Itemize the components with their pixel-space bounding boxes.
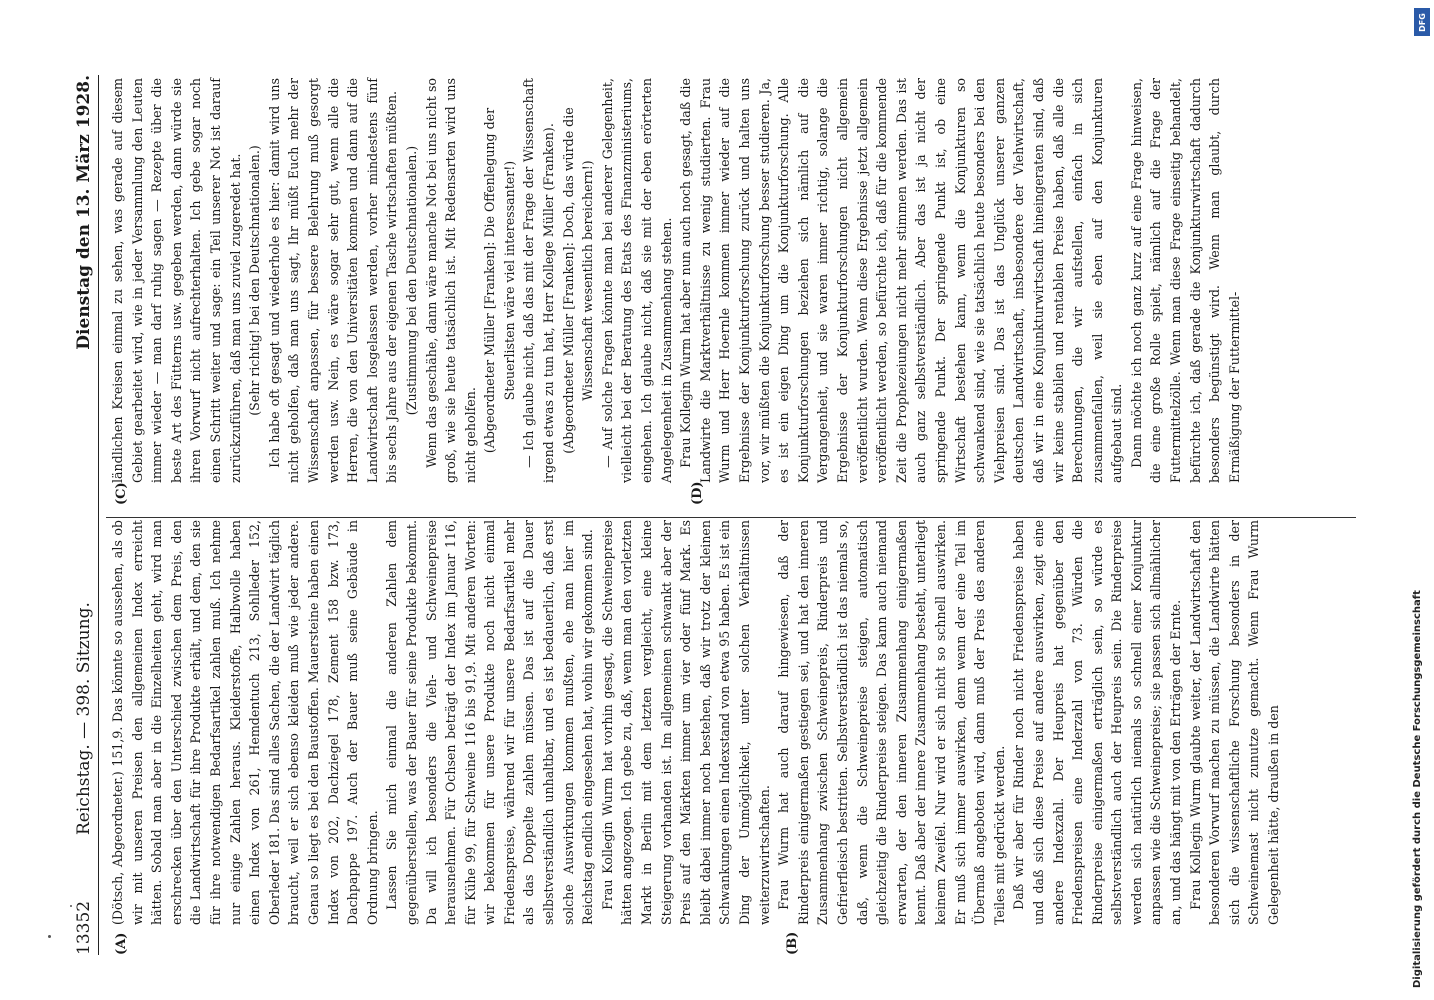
column-divider	[106, 517, 1356, 518]
scan-speck	[48, 935, 51, 938]
interjection: (Abgeordneter Müller [Franken]: Die Offenlegung der Steuerlisten wäre viel interessanter!)	[482, 107, 517, 454]
interjection: (Sehr richtig! bei den Deutschnationalen.)	[247, 145, 263, 416]
session-date: Dienstag den 13. März 1928.	[74, 75, 94, 350]
interjection: (Zustimmung bei den Deutschnationalen.)	[403, 145, 419, 416]
dfg-logo: DFG	[1414, 8, 1430, 36]
document-page	[70, 75, 1370, 955]
digitization-credit	[1410, 8, 1430, 988]
paragraph: Lassen Sie mich einmal die anderen Zahlen dem gegenüberstellen, was der Bauer für seine Produkte bekommt. Da will ich besonders die Vieh- und Schweinepreise herausnehmen. Für Ochsen beträgt der Index im Januar 116, für Kühe 99, für Schweine 116 bis 91,9. Mit anderen Worten: wir bekommen für unsere Produkte noch nicht einmal Friedenspreise, während wir für unsere Bedarfsartikel mehr als das Doppelte zahlen müssen. Das ist auf die Dauer selbstverständlich unhaltbar, und es ist bedauerlich, daß erst solche Auswirkungen kommen mußten, ehe man hier im Reichstag endlich eingesehen hat, wohin wir gekommen sind.	[384, 520, 596, 925]
interjection: (Abgeordneter Müller [Franken]: Doch, das würde die Wissenschaft wesentlich bereichern!)	[560, 107, 596, 454]
paragraph: — Ich glaube nicht, daß das mit der Frage der Wissenschaft irgend etwas zu tun hat, Herr Kollege Müller (Franken).	[521, 78, 557, 483]
paragraph: Frau Kollegin Wurm hat vorhin gesagt, die Schweinepreise hätten angezogen. Ich gebe zu, daß, wenn man den vorletzten Markt in Berlin mit dem letzten vergleicht, eine kleine Steigerung vorhanden ist. Im allgemeinen schwankt aber der Preis auf den Märkten immer um vier oder fünf Mark. Es bleibt dabei immer noch bestehen, daß wir trotz der kleinen Schwankungen einen Indexstand von etwa 95 haben. Es ist ein Ding der Unmöglichkeit, unter solchen Verhältnissen weiterzuwirtschaften.	[599, 520, 772, 925]
paragraph: Wenn das geschähe, dann wäre manche Not bei uns nicht so groß, wie sie heute tatsächlich ist. Mit Redensarten wird uns nicht geholfen.	[423, 78, 478, 483]
right-column	[108, 78, 1244, 483]
paragraph: Ich habe oft gesagt und wiederhole es hier: damit wird uns nicht geholfen, daß man uns sagt, Ihr müßt Euch mehr der Wissenschaft anpassen, für bessere Belehrung muß gesorgt werden usw. Nein, es wäre sogar sehr gut, wenn alle die Herren, die von den Universitäten kommen und dann auf die Landwirtschaft losgelassen werden, vorher mindestens fünf bis sechs Jahre aus der eigenen Tasche wirtschaften müßten.	[266, 78, 400, 483]
margin-mark-d: (D)	[690, 481, 705, 505]
margin-mark-a: (A)	[114, 932, 129, 955]
scan-speck	[70, 905, 72, 907]
left-column	[108, 520, 1284, 925]
margin-mark-c: (C)	[114, 482, 129, 505]
session-title: Reichstag. — 398. Sitzung.	[74, 602, 94, 835]
paragraph: — Auf solche Fragen könnte man bei anderer Gelegenheit, vielleicht bei der Beratung des Etats des Finanzministeriums, eingehen. Ich glaube nicht, daß sie mit der eben erörterten Angelegenheit in Zusammenhang stehen.	[599, 78, 674, 483]
paragraph: Dann möchte ich noch ganz kurz auf eine Frage hinweisen, die eine große Rolle spielt, nämlich auf die Frage der Futtermittelzölle. Wenn man diese Frage einseitig behandelt, befürchte ich, daß gerade die Konjunkturwirtschaft dadurch besonders begünstigt wird. Wenn man glaubt, durch Ermäßigung der Futtermittel-	[1128, 78, 1242, 483]
margin-mark-b: (B)	[785, 931, 800, 955]
page-header	[70, 75, 99, 955]
page-number: 13352	[74, 900, 94, 955]
paragraph: Frau Kollegin Wurm glaubte weiter, der Landwirtschaft den besonderen Vorwurf machen zu müssen, die Landwirte hätten sich die wissenschaftliche Forschung besonders in der Schweinemast nicht zunutze gemacht. Wenn Frau Wurm Gelegenheit hätte, draußen in den	[1187, 520, 1282, 925]
paragraph: Frau Wurm hat auch darauf hingewiesen, daß der Rinderpreis einigermaßen gestiegen sei, und hat den inneren Zusammenhang zwischen Schweinepreis, Rinderpreis und Gefrierfleisch bestritten. Selbstverständlich ist das niemals so, daß, wenn die Schweinepreise steigen, automatisch gleichzeitig die Rinderpreise steigen. Das kann auch niemand erwarten, der den inneren Zusammenhang einigermaßen kennt. Daß aber der innere Zusammenhang besteht, unterliegt keinem Zweifel. Nur wird er sich nicht so schnell auswirken. Er muß sich immer auswirken, denn wenn der eine Teil im Übermaß angeboten wird, dann muß der Preis des anderen Teiles mit gedrückt werden.	[776, 520, 1007, 925]
paragraph: Frau Kollegin Wurm hat aber nun auch noch gesagt, daß die Landwirte die Marktverhältnisse zu wenig studierten. Frau Wurm und Herr Hoernle kommen immer wieder auf die Ergebnisse der Konjunkturforschung zurück und halten uns vor, wir müßten die Konjunkturforschung besser studieren. Ja, es ist ein eigen Ding um die Konjunkturforschung. Alle Konjunkturforschungen beziehen sich nämlich auf die Vergangenheit, und sie waren immer richtig, solange die Ergebnisse der Konjunkturforschungen nicht allgemein veröffentlicht wurden. Wenn diese Ergebnisse jetzt allgemein veröffentlicht werden, so befürchte ich, daß für die kommende Zeit die Prophezeiungen nicht mehr stimmen werden. Das ist auch ganz selbstverständlich. Aber das ist ja nicht der springende Punkt. Der springende Punkt ist, ob eine Wirtschaft bestehen kann, wenn die Konjunkturen so schwankend sind, wie sie tatsächlich heute besonders bei den Viehpreisen sind. Das ist das Unglück unserer ganzen deutschen Landwirtschaft, insbesondere der Viehwirtschaft, daß wir in eine Konjunkturwirtschaft hineingeraten sind, daß wir keine stabilen und rentablen Preise haben, daß alle die Berechnungen, die wir aufstellen, einfach in sich zusammenfallen, weil sie eben auf den Konjunkturen aufgebaut sind.	[678, 78, 1125, 483]
credit-text: Digitalisierung gefördert durch die Deutsche Forschungsgemeinschaft	[1412, 590, 1423, 988]
paragraph: (Dötsch, Abgeordneter.) 151,9. Das könnte so aussehen, als ob wir mit unseren Preisen den allgemeinen Index erreicht hätten. Sobald man aber in die Einzelheiten geht, wird man erschrecken über den Unterschied zwischen dem Preis, den die Landwirtschaft für ihre Produkte erhält, und dem, den sie für ihre notwendigen Bedarfsartikel zahlen muß. Ich nehme nur einige Zahlen heraus. Kleiderstoffe, Halbwolle haben einen Index von 261, Hemdentuch 213, Sohlleder 152, Oberleder 181. Das sind alles Sachen, die der Landwirt täglich braucht, weil er sich ebenso kleiden muß wie jeder andere. Genau so liegt es bei den Baustoffen. Mauersteine haben einen Index von 202, Dachziegel 178, Zement 158 bzw. 173, Dachpappe 197. Auch der Bauer muß seine Gebäude in Ordnung bringen.	[110, 520, 380, 925]
paragraph: ländlichen Kreisen einmal zu sehen, was gerade auf diesem Gebiet gearbeitet wird, wie in jeder Versammlung den Leuten immer wieder — man darf ruhig sagen — Rezepte über die beste Art des Fütterns usw. gegeben werden, dann würde sie ihren Vorwurf nicht aufrechterhalten. Ich gebe sogar noch einen Schritt weiter und sage: ein Teil unserer Not ist darauf zurückzuführen, daß man uns zuviel zugeredet hat.	[110, 78, 243, 483]
paragraph: Daß wir aber für Rinder noch nicht Friedenspreise haben und daß sich diese Preise auf andere auswirken, zeigt eine andere Indexzahl. Der Heupreis hat gegenüber den Friedenspreisen eine Inderzahl von 73. Würden die Rinderpreise einigermaßen erträglich sein, so würde es selbstverständlich auch der Heupreis sein. Die Rinderpreise werden sich natürlich niemals so schnell einer Konjunktur anpassen wie die Schweinepreise; sie passen sich allmählicher an, und das hängt mit von den Erträgen der Ernte.	[1011, 520, 1184, 925]
